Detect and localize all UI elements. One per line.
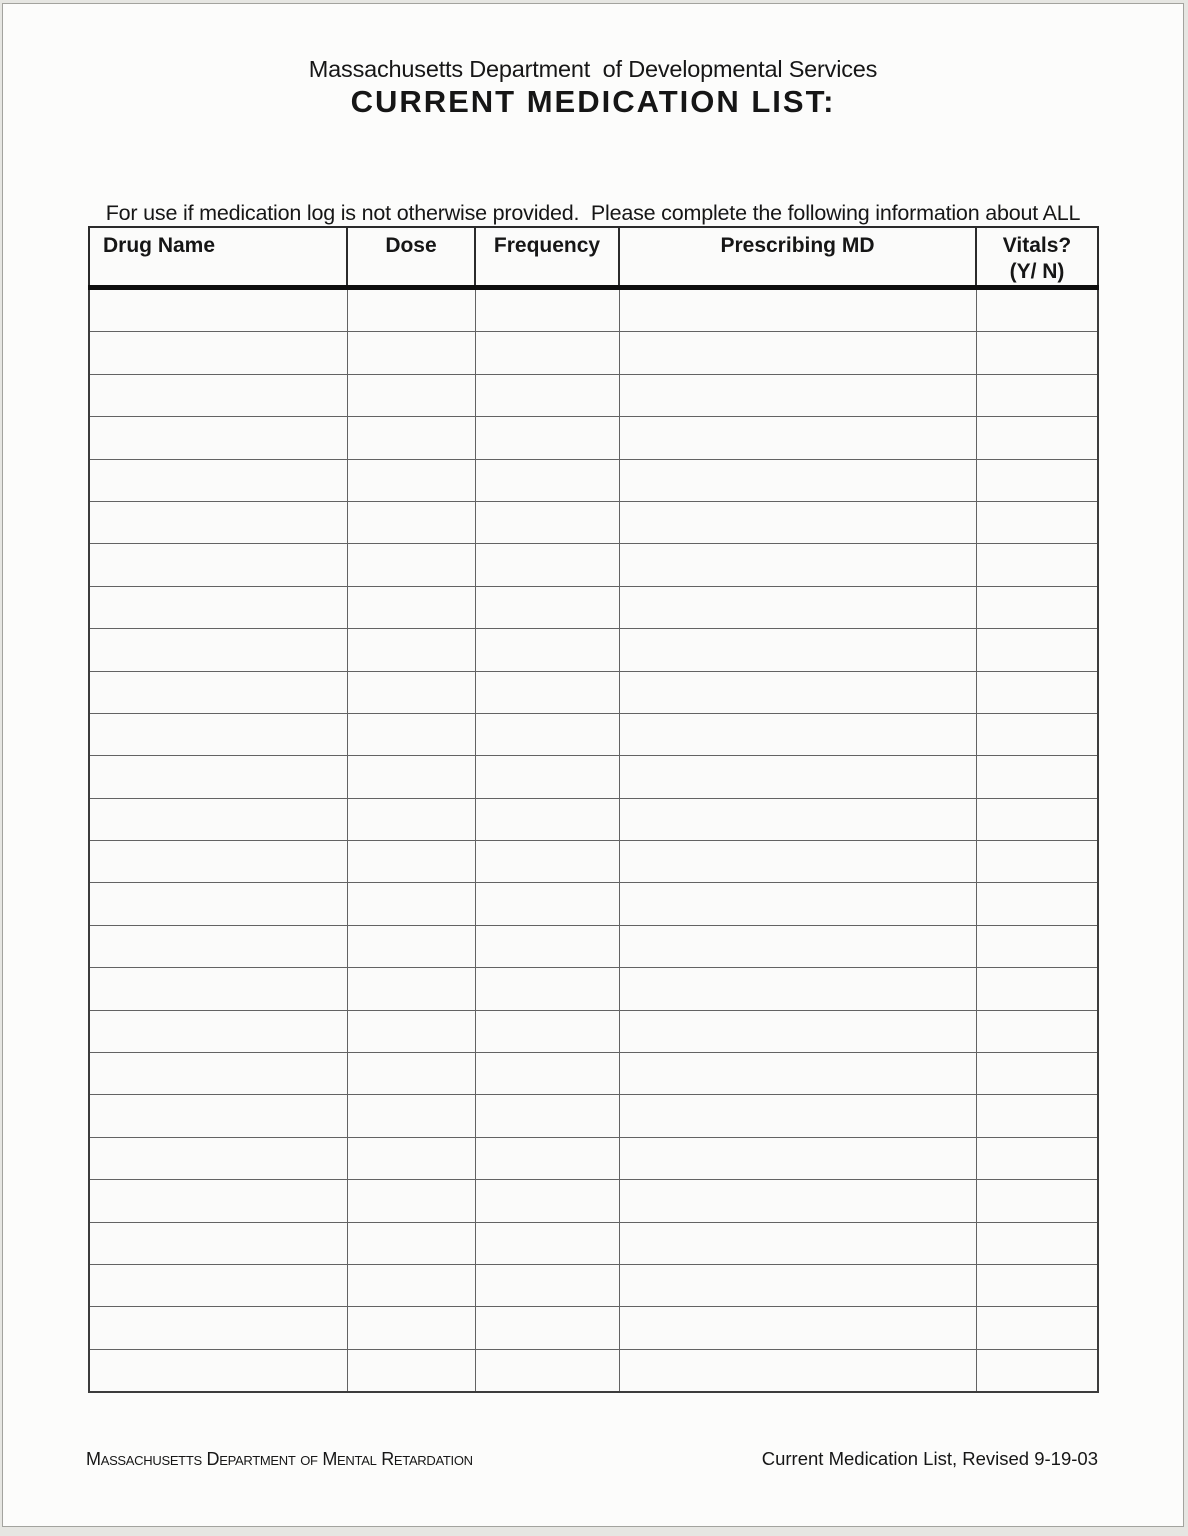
column-header-dose: Dose	[347, 227, 475, 288]
column-header-vitals	[976, 227, 1098, 288]
empty-cell	[619, 459, 976, 501]
empty-cell	[89, 925, 347, 967]
empty-cell	[347, 332, 475, 374]
empty-cell	[976, 629, 1098, 671]
empty-cell	[347, 756, 475, 798]
empty-cell	[89, 417, 347, 459]
table-row	[89, 332, 1098, 374]
empty-cell	[475, 332, 619, 374]
empty-cell	[619, 544, 976, 586]
table-row	[89, 1264, 1098, 1306]
footer-agency-name: Massachusetts Department of Mental Retardation	[86, 1449, 473, 1469]
empty-cell	[475, 925, 619, 967]
empty-cell	[347, 1307, 475, 1349]
table-row	[89, 756, 1098, 798]
empty-cell	[347, 671, 475, 713]
empty-cell	[475, 1095, 619, 1137]
empty-cell	[475, 1010, 619, 1052]
empty-cell	[619, 1010, 976, 1052]
empty-cell	[619, 925, 976, 967]
empty-cell	[475, 417, 619, 459]
empty-cell	[976, 1307, 1098, 1349]
empty-cell	[89, 968, 347, 1010]
empty-cell	[347, 1222, 475, 1264]
empty-cell	[976, 841, 1098, 883]
empty-cell	[89, 1307, 347, 1349]
empty-cell	[89, 1053, 347, 1095]
instructions-line-1: For use if medication log is not otherwise provided. Please complete the following information about ALL	[105, 201, 1081, 225]
empty-cell	[89, 288, 347, 332]
empty-cell	[347, 374, 475, 416]
empty-cell	[976, 1095, 1098, 1137]
empty-cell	[475, 374, 619, 416]
empty-cell	[976, 713, 1098, 755]
empty-cell	[347, 1180, 475, 1222]
empty-cell	[347, 586, 475, 628]
empty-cell	[89, 671, 347, 713]
empty-cell	[475, 586, 619, 628]
empty-cell	[976, 332, 1098, 374]
empty-cell	[347, 968, 475, 1010]
empty-cell	[976, 586, 1098, 628]
empty-cell	[89, 1010, 347, 1052]
empty-cell	[976, 288, 1098, 332]
document-title: CURRENT MEDICATION LIST:	[350, 84, 836, 119]
empty-cell	[475, 798, 619, 840]
empty-cell	[619, 713, 976, 755]
empty-cell	[347, 501, 475, 543]
empty-cell	[475, 671, 619, 713]
empty-cell	[475, 1137, 619, 1179]
empty-cell	[619, 1095, 976, 1137]
table-row	[89, 925, 1098, 967]
empty-cell	[619, 374, 976, 416]
table-row	[89, 1349, 1098, 1392]
empty-cell	[619, 1349, 976, 1392]
empty-cell	[475, 841, 619, 883]
empty-cell	[347, 883, 475, 925]
empty-cell	[619, 841, 976, 883]
table-row	[89, 288, 1098, 332]
table-row	[89, 1010, 1098, 1052]
empty-cell	[89, 501, 347, 543]
empty-cell	[347, 459, 475, 501]
empty-cell	[976, 1010, 1098, 1052]
empty-cell	[89, 756, 347, 798]
empty-cell	[89, 544, 347, 586]
empty-cell	[619, 798, 976, 840]
empty-cell	[976, 1222, 1098, 1264]
column-header-drug-name: Drug Name	[89, 227, 347, 288]
empty-cell	[89, 1349, 347, 1392]
empty-cell	[976, 671, 1098, 713]
empty-cell	[619, 883, 976, 925]
empty-cell	[347, 288, 475, 332]
table-row	[89, 671, 1098, 713]
empty-cell	[976, 1180, 1098, 1222]
empty-cell	[976, 756, 1098, 798]
empty-cell	[475, 968, 619, 1010]
organization-name: Massachusetts Department of Developmental Services	[308, 56, 878, 82]
table-row	[89, 968, 1098, 1010]
column-header-frequency: Frequency	[475, 227, 619, 288]
vitals-label-line-2: (Y/ N)	[1009, 260, 1065, 283]
empty-cell	[475, 501, 619, 543]
empty-cell	[619, 629, 976, 671]
empty-cell	[475, 459, 619, 501]
empty-cell	[475, 713, 619, 755]
empty-cell	[976, 1137, 1098, 1179]
empty-cell	[347, 1053, 475, 1095]
empty-cell	[619, 756, 976, 798]
page-footer	[86, 1448, 1098, 1470]
empty-cell	[475, 1222, 619, 1264]
empty-cell	[976, 544, 1098, 586]
empty-cell	[347, 629, 475, 671]
empty-cell	[89, 1095, 347, 1137]
empty-cell	[89, 374, 347, 416]
empty-cell	[619, 1307, 976, 1349]
empty-cell	[347, 925, 475, 967]
empty-cell	[475, 288, 619, 332]
empty-cell	[475, 1307, 619, 1349]
empty-cell	[976, 925, 1098, 967]
empty-cell	[475, 1053, 619, 1095]
empty-cell	[976, 883, 1098, 925]
empty-cell	[347, 841, 475, 883]
empty-cell	[976, 1264, 1098, 1306]
empty-cell	[89, 883, 347, 925]
empty-cell	[475, 1264, 619, 1306]
empty-cell	[976, 1053, 1098, 1095]
empty-cell	[619, 1180, 976, 1222]
empty-cell	[347, 1010, 475, 1052]
empty-cell	[89, 586, 347, 628]
empty-cell	[347, 1137, 475, 1179]
empty-cell	[976, 459, 1098, 501]
empty-cell	[976, 374, 1098, 416]
empty-cell	[619, 417, 976, 459]
medication-table-body	[89, 288, 1098, 1393]
empty-cell	[619, 1264, 976, 1306]
table-row	[89, 417, 1098, 459]
document-page	[2, 3, 1184, 1527]
empty-cell	[619, 671, 976, 713]
empty-cell	[89, 332, 347, 374]
empty-cell	[976, 501, 1098, 543]
table-row	[89, 713, 1098, 755]
table-row	[89, 1222, 1098, 1264]
empty-cell	[89, 1222, 347, 1264]
empty-cell	[89, 1137, 347, 1179]
table-row	[89, 1137, 1098, 1179]
empty-cell	[89, 1264, 347, 1306]
table-row	[89, 374, 1098, 416]
empty-cell	[347, 713, 475, 755]
empty-cell	[475, 883, 619, 925]
table-row	[89, 459, 1098, 501]
empty-cell	[976, 798, 1098, 840]
empty-cell	[619, 332, 976, 374]
empty-cell	[619, 288, 976, 332]
table-row	[89, 883, 1098, 925]
empty-cell	[475, 629, 619, 671]
empty-cell	[619, 1137, 976, 1179]
empty-cell	[619, 501, 976, 543]
column-header-prescribing-md: Prescribing MD	[619, 227, 976, 288]
empty-cell	[89, 841, 347, 883]
empty-cell	[347, 798, 475, 840]
empty-cell	[347, 544, 475, 586]
empty-cell	[619, 586, 976, 628]
table-row	[89, 501, 1098, 543]
table-row	[89, 798, 1098, 840]
empty-cell	[89, 1180, 347, 1222]
table-row	[89, 1053, 1098, 1095]
empty-cell	[619, 1053, 976, 1095]
empty-cell	[347, 1349, 475, 1392]
header-row	[89, 227, 1098, 288]
empty-cell	[89, 629, 347, 671]
empty-cell	[475, 1180, 619, 1222]
table-row	[89, 586, 1098, 628]
empty-cell	[475, 544, 619, 586]
table-row	[89, 1307, 1098, 1349]
table-row	[89, 1095, 1098, 1137]
medication-table	[88, 226, 1099, 1393]
empty-cell	[347, 1095, 475, 1137]
vitals-label-line-1: Vitals?	[1002, 234, 1072, 257]
footer-document-revision: Current Medication List, Revised 9-19-03	[761, 1448, 1098, 1469]
empty-cell	[976, 417, 1098, 459]
empty-cell	[619, 968, 976, 1010]
empty-cell	[976, 968, 1098, 1010]
empty-cell	[89, 459, 347, 501]
empty-cell	[475, 1349, 619, 1392]
empty-cell	[475, 756, 619, 798]
empty-cell	[976, 1349, 1098, 1392]
empty-cell	[89, 713, 347, 755]
empty-cell	[619, 1222, 976, 1264]
empty-cell	[347, 1264, 475, 1306]
empty-cell	[347, 417, 475, 459]
table-row	[89, 629, 1098, 671]
empty-cell	[89, 798, 347, 840]
table-row	[89, 544, 1098, 586]
table-row	[89, 1180, 1098, 1222]
table-row	[89, 841, 1098, 883]
